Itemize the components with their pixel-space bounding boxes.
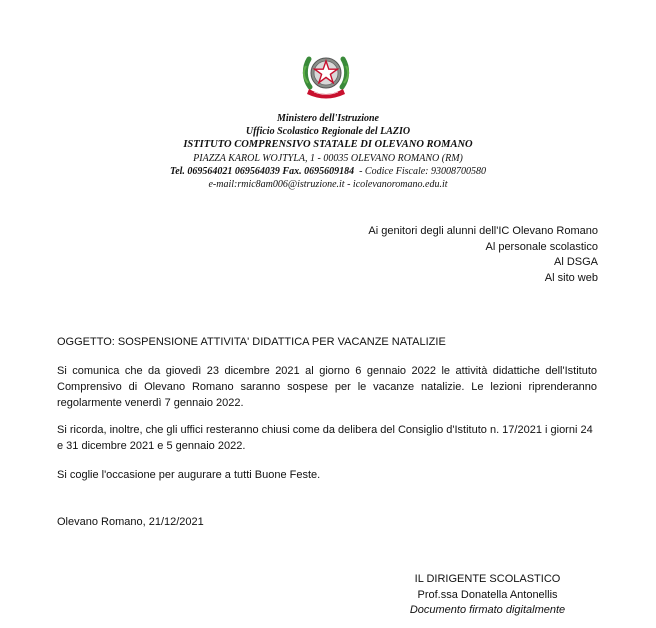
recipient-dsga: Al DSGA: [553, 256, 598, 268]
school-name: ISTITUTO COMPRENSIVO STATALE DI OLEVANO ROMANO: [183, 139, 473, 151]
paragraph-office-closure: Si ricorda, inoltre, che gli uffici resteranno chiusi come da delibera del Consiglio d'Istituto n. 17/2021 i giorni 24 e 31 dicembre 2021 e 5 gennaio 2022.: [57, 424, 593, 452]
recipient-website: Al sito web: [544, 271, 598, 284]
paragraph-greetings: Si coglie l'occasione per augurare a tutti Buone Feste.: [57, 469, 321, 481]
fiscal-code: - Codice Fiscale: 93008700580: [354, 165, 486, 177]
email-website: e-mail:rmic8am006@istruzione.it - icolevanoromano.edu.it: [208, 179, 448, 191]
recipient-staff: Al personale scolastico: [485, 240, 598, 253]
signer-title: IL DIRIGENTE SCOLASTICO: [414, 573, 561, 585]
school-address: PIAZZA KAROL WOJTYLA, 1 - 00035 OLEVANO ROMANO (RM): [193, 152, 463, 164]
paragraph-holiday-suspension: Si comunica che da giovedì 23 dicembre 2021 al giorno 6 gennaio 2022 le attività didattiche dell'Istituto Comprensivo di Olevano Romano saranno sospese per le vacanze natalizie. Le lezioni riprenderanno regolarmente venerdì 7 gennaio 2022.: [57, 365, 597, 409]
place-and-date: Olevano Romano, 21/12/2021: [57, 516, 204, 528]
signature-block: [400, 572, 575, 619]
ministry-name: Ministero dell'Istruzione: [277, 113, 379, 124]
phone-fax: Tel. 069564021 069564039 Fax. 0695609184: [170, 165, 355, 177]
digital-signature-note: Documento firmato digitalmente: [409, 604, 566, 616]
recipient-parents: Ai genitori degli alunni dell'IC Olevano Romano: [368, 225, 598, 237]
signer-name: Prof.ssa Donatella Antonellis: [417, 588, 558, 601]
contacts-line: [120, 165, 536, 178]
subject-line: OGGETTO: SOSPENSIONE ATTIVITA' DIDATTICA PER VACANZE NATALIZIE: [57, 336, 446, 348]
regional-office: Ufficio Scolastico Regionale del LAZIO: [245, 126, 411, 138]
italian-republic-emblem-icon: [300, 47, 352, 103]
recipients-block: [368, 224, 598, 286]
letterhead: [120, 112, 536, 191]
